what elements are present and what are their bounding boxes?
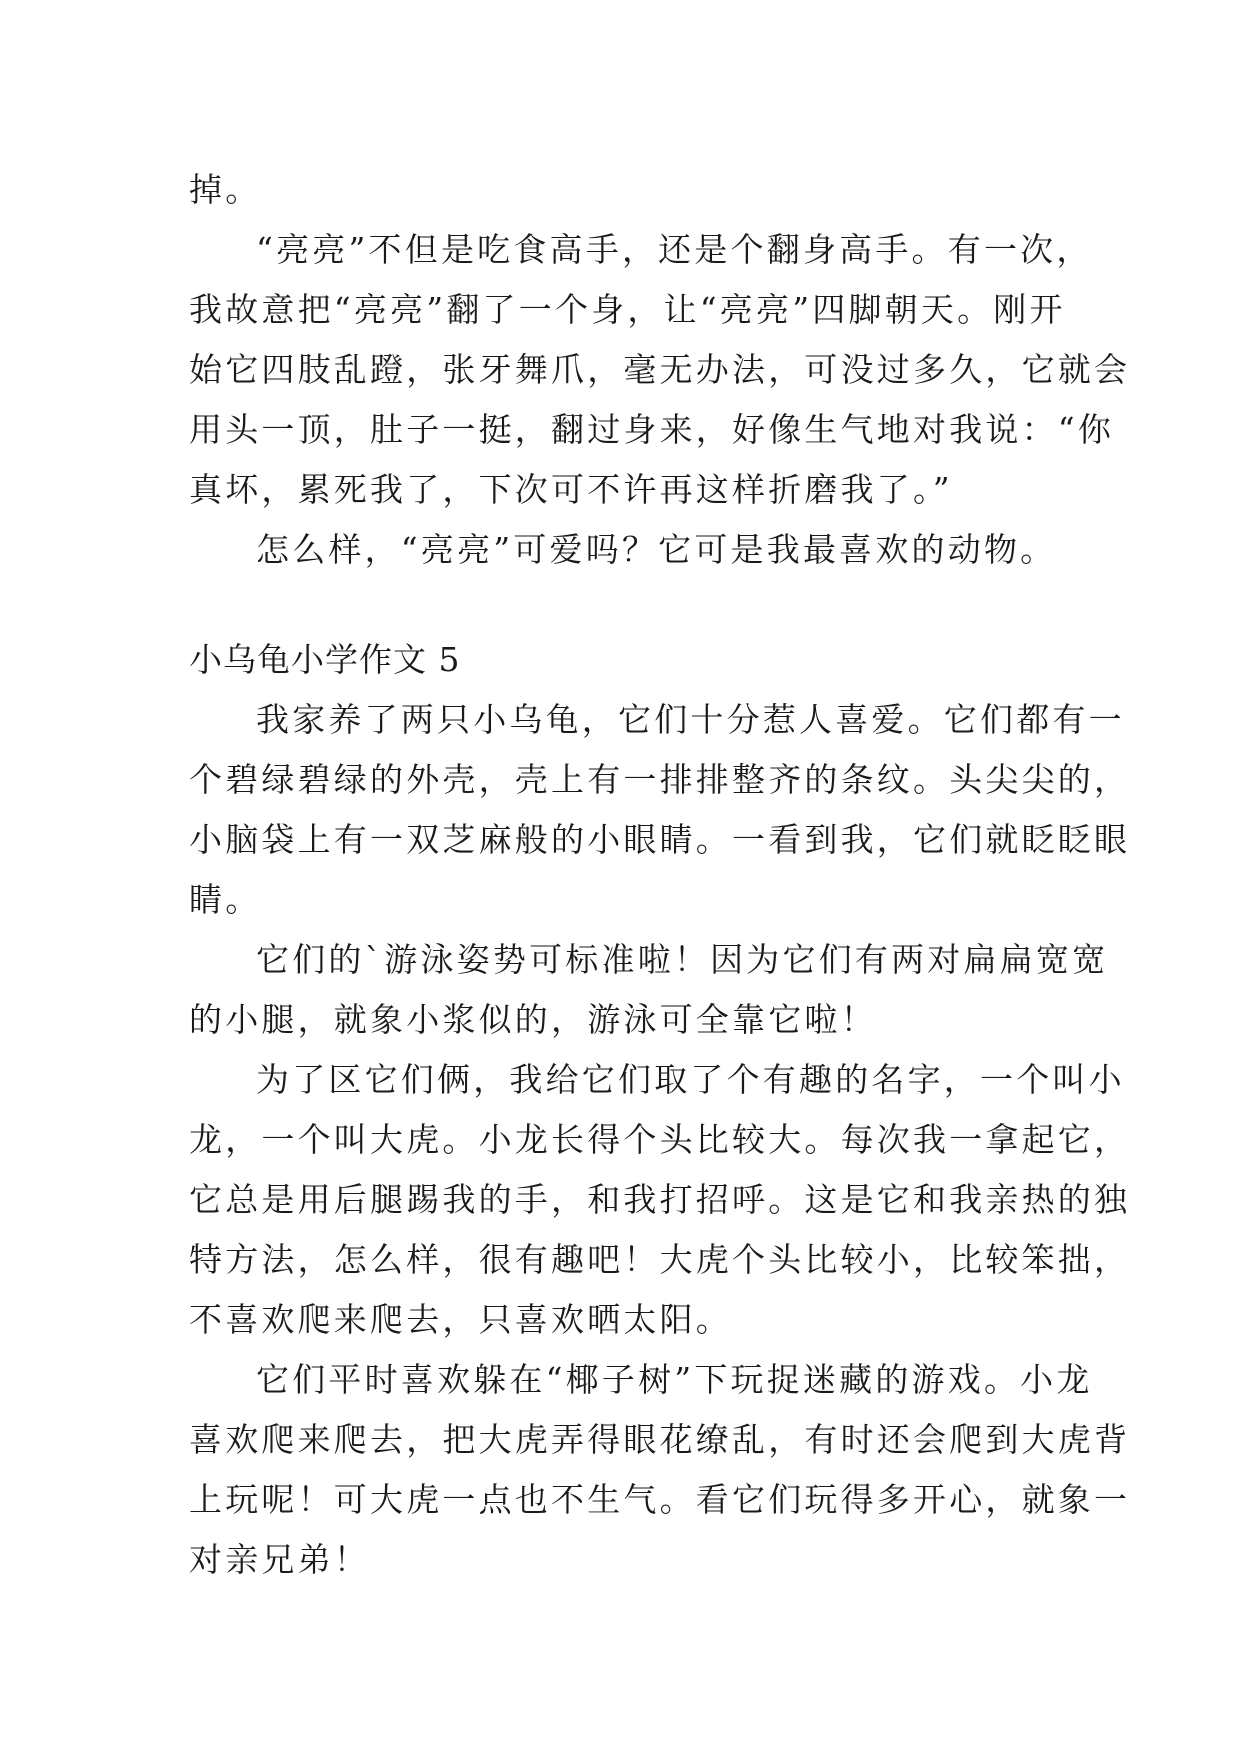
paragraph-line: 我家养了两只小乌龟，它们十分惹人喜爱。它们都有一 bbox=[256, 700, 1125, 739]
paragraph-line: 不喜欢爬来爬去，只喜欢晒太阳。 bbox=[189, 1300, 732, 1339]
document-page bbox=[189, 160, 1131, 1590]
paragraph-line: 始它四肢乱蹬，张牙舞爪，毫无办法，可没过多久，它就会 bbox=[189, 350, 1131, 389]
paragraph-line: 喜欢爬来爬去，把大虎弄得眼花缭乱，有时还会爬到大虎背 bbox=[189, 1420, 1131, 1459]
section-gap bbox=[189, 580, 1059, 630]
paragraph-line: 掉。 bbox=[189, 170, 262, 209]
paragraph-line: 它们的`游泳姿势可标准啦！因为它们有两对扁扁宽宽 bbox=[256, 940, 1109, 979]
paragraph-line: 睛。 bbox=[189, 880, 262, 919]
paragraph-line: “亮亮”不但是吃食高手，还是个翻身高手。有一次， bbox=[256, 230, 1093, 269]
paragraph-line: 用头一顶，肚子一挺，翻过身来，好像生气地对我说：“你 bbox=[189, 410, 1115, 449]
paragraph-line: 它们平时喜欢躲在“椰子树”下玩捉迷藏的游戏。小龙 bbox=[256, 1360, 1093, 1399]
paragraph-line: 为了区它们俩，我给它们取了个有趣的名字，一个叫小 bbox=[256, 1060, 1125, 1099]
paragraph-line: 的小腿，就象小浆似的，游泳可全靠它啦！ bbox=[189, 1000, 877, 1039]
paragraph-line: 对亲兄弟！ bbox=[189, 1540, 370, 1579]
paragraph-line: 特方法，怎么样，很有趣吧！大虎个头比较小，比较笨拙， bbox=[189, 1240, 1131, 1279]
paragraph-line: 真坏，累死我了，下次可不许再这样折磨我了。” bbox=[189, 470, 953, 509]
paragraph-line: 它总是用后腿踢我的手，和我打招呼。这是它和我亲热的独 bbox=[189, 1180, 1131, 1219]
section-title: 小乌龟小学作文 5 bbox=[189, 640, 461, 679]
paragraph-line: 怎么样，“亮亮”可爱吗？它可是我最喜欢的动物。 bbox=[256, 530, 1057, 569]
paragraph-line: 小脑袋上有一双芝麻般的小眼睛。一看到我，它们就眨眨眼 bbox=[189, 820, 1131, 859]
paragraph-line: 个碧绿碧绿的外壳，壳上有一排排整齐的条纹。头尖尖的， bbox=[189, 760, 1131, 799]
paragraph-line: 上玩呢！可大虎一点也不生气。看它们玩得多开心，就象一 bbox=[189, 1480, 1131, 1519]
paragraph-line: 我故意把“亮亮”翻了一个身，让“亮亮”四脚朝天。刚开 bbox=[189, 290, 1066, 329]
paragraph-line: 龙，一个叫大虎。小龙长得个头比较大。每次我一拿起它， bbox=[189, 1120, 1131, 1159]
